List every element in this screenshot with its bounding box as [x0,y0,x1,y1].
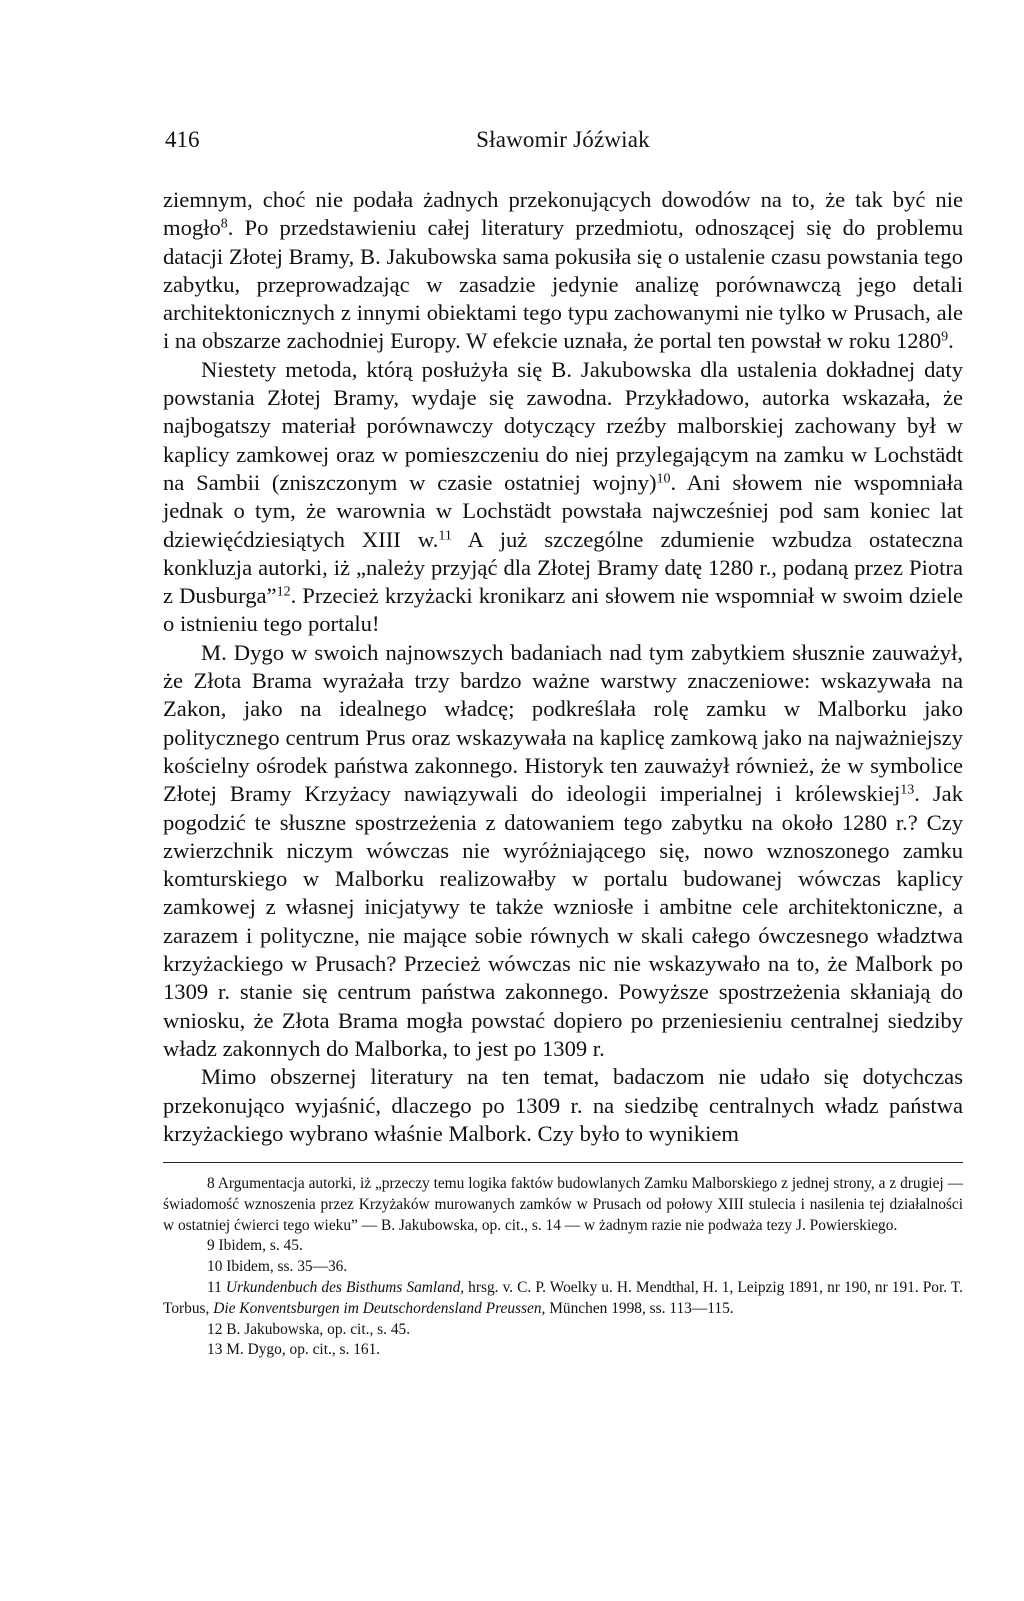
footnote [163,1320,963,1341]
footnote [163,1278,963,1320]
text-run: M. Dygo w swoich najnowszych badaniach nad tym zabytkiem słusznie zauważył, że Złota Brama wyrażała trzy bardzo ważne warstwy znaczeniowe: wskazywała na Zakon, jako na idealnego władcę; podkreślała rolę zamku w Malborku jako politycznego centrum Prus oraz wskazywała na kaplicę zamkową jako na najważniejszy kościelny ośrodek państwa zakonnego. Historyk ten zauważył również, że w symbolice Złotej Bramy Krzyżacy nawiązywali do ideologii imperialnej i królewskiej [163,639,963,807]
italic-title: Urkundenbuch des Bisthums Samland, [225,1279,465,1297]
footnote-reference: 12 [276,584,291,600]
running-head-author: Sławomir Jóźwiak [476,127,650,152]
text-run: . Po przedstawieniu całej literatury przedmiotu, odnoszącej się do problemu datacji Złotej Bramy, B. Jakubowska sama pokusiła się o ustalenie czasu powstania tego zabytku, przeprowadzając w zasadzie jedynie analizę porównawczą jego detali architektonicznych z innymi obiektami tego typu zachowanymi nie tylko w Prusach, ale i na obszarze zachodniej Europy. W efekcie uznała, że portal ten powstał w roku 1280 [163,215,963,354]
paragraph [163,186,963,356]
footnote [163,1174,963,1236]
text-run: Niestety metoda, którą posłużyła się B. Jakubowska dla ustalenia dokładnej daty powstania Złotej Bramy, wydaje się zawodna. Przykładowo, autorka wskazała, że najbogatszy materiał porównawczy dotyczący rzeźby malborskiej zachowany był w kaplicy zamkowej oraz w pomieszczeniu do niej przylegającym na zamku w Lochstädt na Sambii (zniszczonym w czasie ostatniej wojny) [163,356,963,495]
text-run: . Przecież krzyżacki kronikarz ani słowem nie wspomniał w swoim dziele o istnieniu tego portalu! [163,583,963,637]
footnote [163,1236,963,1257]
document-page [163,125,963,1361]
text-run: 13 M. Dygo, op. cit., s. 161. [207,1341,381,1359]
text-run: . [948,328,954,354]
text-run: 8 Argumentacja autorki, iż „przeczy temu logika faktów budowlanych Zamku Malborskiego z jednej strony, a z drugiej — świadomość wznoszenia przez Krzyżaków murowanych zamków w Prusach od połowy XIII stulecia i nasilenia tej działalności w ostatniej ćwierci tego wieku” — B. Jakubowska, op. cit., s. 14 — w żadnym razie nie podważa tezy J. Powierskiego. [163,1175,963,1234]
paragraph [163,356,963,639]
footnote [163,1340,963,1361]
footnote-reference: 8 [220,216,228,232]
footnotes [163,1174,963,1361]
text-run: 12 B. Jakubowska, op. cit., s. 45. [207,1320,411,1338]
text-run: Mimo obszernej literatury na ten temat, badaczom nie udało się dotychczas przekonująco wyjaśnić, dlaczego po 1309 r. na siedzibę centralnych władz państwa krzyżackiego wybrano właśnie Malbork. Czy było to wynikiem [163,1064,963,1146]
text-run: . Ani słowem nie wspomniała jednak o tym, że warownia w Lochstädt powstała najwcześniej pod sam koniec lat dziewięćdziesiątych XIII w. [163,469,963,552]
text-run: 9 Ibidem, s. 45. [207,1237,303,1255]
footnote-reference: 11 [438,527,452,543]
paragraph [163,639,963,1063]
text-run: hrsg. v. C. P. Woelky u. H. Mendthal, H. 1, Leipzig 1891, nr 190, nr 191. Por. T. Torbus, [163,1279,963,1317]
body-text [163,186,963,1148]
text-run: . Jak pogodzić te słuszne spostrzeżenia z datowaniem tego zabytku na około 1280 r.? Czy zwierzchnik niczym wówczas nie wyróżniającego się, nowo wznoszonego zamku komturskiego w Malborku realizowałby w portalu budowanej wówczas kaplicy zamkowej z własnej inicjatywy te także wzniosłe i ambitne cele architektoniczne, a zarazem i polityczne, nie mające sobie równych w skali całego ówczesnego władztwa krzyżackiego w Prusach? Przecież wówczas nic nie wskazywało na to, że Malbork po 1309 r. stanie się centrum państwa zakonnego. Powyższe spostrzeżenia skłaniają do wniosku, że Złota Brama mogła powstać dopiero po przeniesieniu centralnej siedziby władz zakonnych do Malborka, to jest po 1309 r. [163,781,963,1061]
text-run: A już szczególne zdumienie wzbudza ostateczna konkluzja autorki, iż „należy przyjąć dla Złotej Bramy datę 1280 r., podaną przez Piotra z Dusburga” [163,526,963,609]
footnote-separator [163,1162,963,1163]
italic-title: Die Konventsburgen im Deutschordensland Preussen, [213,1299,546,1317]
page-number: 416 [165,127,200,152]
paragraph [163,1063,963,1148]
text-run: 10 Ibidem, ss. 35—36. [207,1258,348,1276]
footnote-reference: 13 [900,782,915,798]
footnote-reference: 10 [656,471,671,487]
running-header [163,125,963,161]
text-run: München 1998, ss. 113—115. [545,1299,734,1317]
text-run: 11 [207,1279,226,1297]
footnote-reference: 9 [941,329,949,345]
text-run: ziemnym, choć nie podała żadnych przekonujących dowodów na to, że tak być nie mogło [163,187,963,241]
footnote [163,1257,963,1278]
